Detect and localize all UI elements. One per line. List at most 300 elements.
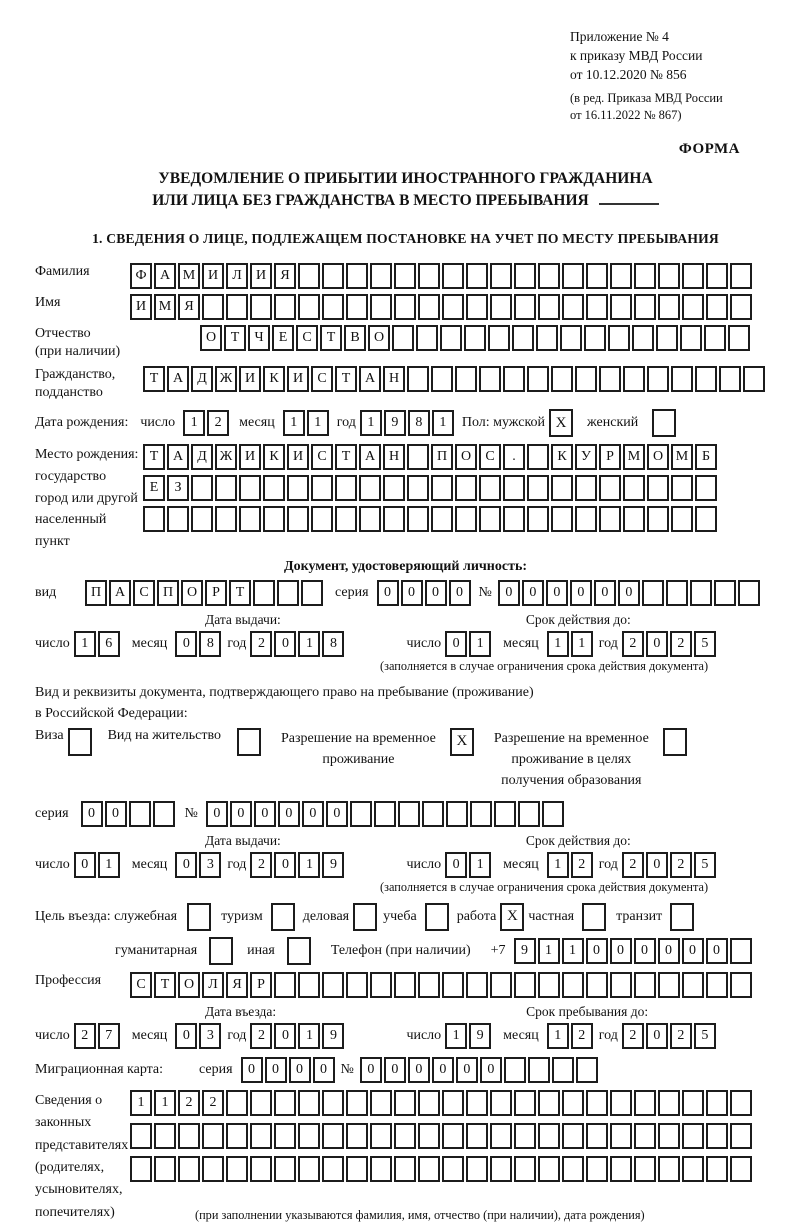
char-cell[interactable] — [418, 263, 440, 289]
char-cell[interactable] — [311, 506, 333, 532]
char-cell[interactable] — [440, 325, 462, 351]
char-cell[interactable] — [335, 506, 357, 532]
char-cell[interactable]: 0 — [230, 801, 252, 827]
char-cell[interactable] — [586, 1156, 608, 1182]
char-cell[interactable] — [274, 1156, 296, 1182]
char-cell[interactable] — [528, 1057, 550, 1083]
char-cell[interactable] — [407, 506, 429, 532]
char-cell[interactable]: 0 — [265, 1057, 287, 1083]
char-cell[interactable]: 0 — [432, 1057, 454, 1083]
char-cell[interactable] — [642, 580, 664, 606]
char-cell[interactable] — [551, 366, 573, 392]
char-cell[interactable] — [418, 294, 440, 320]
char-cell[interactable] — [586, 1090, 608, 1116]
char-cell[interactable]: 1 — [74, 631, 96, 657]
char-cell[interactable] — [728, 325, 750, 351]
char-cell[interactable] — [442, 1090, 464, 1116]
char-cell[interactable]: 0 — [456, 1057, 478, 1083]
char-cell[interactable] — [287, 506, 309, 532]
char-cell[interactable]: А — [154, 263, 176, 289]
char-cell[interactable] — [730, 1090, 752, 1116]
char-cell[interactable]: Е — [272, 325, 294, 351]
char-cell[interactable]: 9 — [384, 410, 406, 436]
char-cell[interactable] — [418, 1156, 440, 1182]
char-cell[interactable]: Н — [383, 444, 405, 470]
char-cell[interactable]: 1 — [547, 852, 569, 878]
char-cell[interactable] — [647, 506, 669, 532]
char-cell[interactable] — [370, 1123, 392, 1149]
char-cell[interactable]: И — [239, 444, 261, 470]
char-cell[interactable] — [250, 294, 272, 320]
char-cell[interactable] — [730, 294, 752, 320]
char-cell[interactable]: 1 — [445, 1023, 467, 1049]
char-cell[interactable]: Р — [599, 444, 621, 470]
char-cell[interactable]: 8 — [199, 631, 221, 657]
char-cell[interactable] — [455, 506, 477, 532]
char-cell[interactable]: С — [311, 444, 333, 470]
char-cell[interactable] — [560, 325, 582, 351]
char-cell[interactable] — [370, 1156, 392, 1182]
char-cell[interactable]: 2 — [670, 1023, 692, 1049]
char-cell[interactable]: 0 — [586, 938, 608, 964]
char-cell[interactable]: А — [109, 580, 131, 606]
char-cell[interactable] — [442, 1156, 464, 1182]
char-cell[interactable] — [346, 263, 368, 289]
purpose-humanitarian-checkbox[interactable] — [209, 937, 233, 965]
char-cell[interactable] — [527, 475, 549, 501]
char-cell[interactable]: М — [623, 444, 645, 470]
char-cell[interactable] — [682, 1090, 704, 1116]
char-cell[interactable] — [311, 475, 333, 501]
char-cell[interactable] — [527, 366, 549, 392]
char-cell[interactable] — [623, 475, 645, 501]
char-cell[interactable] — [610, 1123, 632, 1149]
char-cell[interactable] — [239, 506, 261, 532]
char-cell[interactable] — [455, 475, 477, 501]
char-cell[interactable] — [215, 506, 237, 532]
char-cell[interactable]: И — [287, 366, 309, 392]
char-cell[interactable]: Н — [383, 366, 405, 392]
char-cell[interactable]: П — [431, 444, 453, 470]
char-cell[interactable]: 0 — [634, 938, 656, 964]
char-cell[interactable]: 1 — [469, 852, 491, 878]
char-cell[interactable] — [514, 294, 536, 320]
char-cell[interactable] — [263, 475, 285, 501]
char-cell[interactable] — [494, 801, 516, 827]
char-cell[interactable] — [322, 1123, 344, 1149]
char-cell[interactable]: В — [344, 325, 366, 351]
char-cell[interactable] — [538, 1090, 560, 1116]
char-cell[interactable]: Д — [191, 366, 213, 392]
char-cell[interactable]: П — [85, 580, 107, 606]
char-cell[interactable]: 7 — [98, 1023, 120, 1049]
char-cell[interactable] — [658, 294, 680, 320]
char-cell[interactable]: О — [368, 325, 390, 351]
char-cell[interactable]: И — [287, 444, 309, 470]
char-cell[interactable]: 0 — [646, 1023, 668, 1049]
char-cell[interactable]: 0 — [610, 938, 632, 964]
char-cell[interactable] — [695, 506, 717, 532]
char-cell[interactable]: Т — [143, 366, 165, 392]
char-cell[interactable] — [658, 1156, 680, 1182]
char-cell[interactable]: 1 — [298, 852, 320, 878]
char-cell[interactable] — [418, 1090, 440, 1116]
char-cell[interactable]: 0 — [175, 631, 197, 657]
char-cell[interactable] — [695, 366, 717, 392]
char-cell[interactable]: 2 — [178, 1090, 200, 1116]
char-cell[interactable] — [512, 325, 534, 351]
char-cell[interactable]: 2 — [571, 852, 593, 878]
char-cell[interactable]: 2 — [670, 852, 692, 878]
char-cell[interactable]: 1 — [360, 410, 382, 436]
char-cell[interactable] — [202, 294, 224, 320]
char-cell[interactable] — [394, 1156, 416, 1182]
char-cell[interactable] — [394, 1090, 416, 1116]
char-cell[interactable]: 1 — [562, 938, 584, 964]
char-cell[interactable] — [431, 475, 453, 501]
char-cell[interactable] — [322, 972, 344, 998]
char-cell[interactable] — [277, 580, 299, 606]
char-cell[interactable]: С — [296, 325, 318, 351]
char-cell[interactable] — [562, 294, 584, 320]
char-cell[interactable]: 0 — [682, 938, 704, 964]
char-cell[interactable] — [466, 972, 488, 998]
char-cell[interactable] — [562, 1156, 584, 1182]
char-cell[interactable] — [455, 366, 477, 392]
char-cell[interactable]: И — [250, 263, 272, 289]
char-cell[interactable]: У — [575, 444, 597, 470]
char-cell[interactable] — [599, 366, 621, 392]
char-cell[interactable] — [298, 1123, 320, 1149]
char-cell[interactable] — [374, 801, 396, 827]
char-cell[interactable] — [671, 366, 693, 392]
char-cell[interactable] — [322, 1156, 344, 1182]
char-cell[interactable]: 9 — [322, 1023, 344, 1049]
char-cell[interactable] — [479, 366, 501, 392]
char-cell[interactable]: Т — [335, 444, 357, 470]
char-cell[interactable] — [647, 366, 669, 392]
char-cell[interactable]: Я — [226, 972, 248, 998]
char-cell[interactable] — [514, 1090, 536, 1116]
char-cell[interactable] — [536, 325, 558, 351]
char-cell[interactable]: 2 — [207, 410, 229, 436]
char-cell[interactable]: 3 — [199, 1023, 221, 1049]
char-cell[interactable] — [287, 475, 309, 501]
char-cell[interactable] — [202, 1156, 224, 1182]
char-cell[interactable] — [130, 1123, 152, 1149]
char-cell[interactable] — [527, 444, 549, 470]
char-cell[interactable]: 1 — [98, 852, 120, 878]
char-cell[interactable] — [514, 1123, 536, 1149]
char-cell[interactable] — [335, 475, 357, 501]
char-cell[interactable]: С — [133, 580, 155, 606]
char-cell[interactable] — [191, 475, 213, 501]
char-cell[interactable]: И — [202, 263, 224, 289]
residence-permit-checkbox[interactable] — [237, 728, 261, 756]
char-cell[interactable] — [226, 294, 248, 320]
char-cell[interactable] — [538, 1123, 560, 1149]
char-cell[interactable] — [370, 294, 392, 320]
char-cell[interactable]: О — [181, 580, 203, 606]
char-cell[interactable] — [599, 506, 621, 532]
char-cell[interactable]: 6 — [98, 631, 120, 657]
char-cell[interactable] — [394, 263, 416, 289]
char-cell[interactable] — [298, 294, 320, 320]
char-cell[interactable] — [442, 972, 464, 998]
char-cell[interactable]: 0 — [241, 1057, 263, 1083]
char-cell[interactable] — [442, 263, 464, 289]
char-cell[interactable] — [706, 263, 728, 289]
char-cell[interactable]: О — [178, 972, 200, 998]
char-cell[interactable]: Т — [335, 366, 357, 392]
char-cell[interactable] — [322, 294, 344, 320]
char-cell[interactable]: 2 — [74, 1023, 96, 1049]
char-cell[interactable] — [632, 325, 654, 351]
char-cell[interactable] — [274, 972, 296, 998]
char-cell[interactable]: Д — [191, 444, 213, 470]
char-cell[interactable] — [359, 475, 381, 501]
char-cell[interactable] — [656, 325, 678, 351]
char-cell[interactable] — [407, 475, 429, 501]
char-cell[interactable] — [263, 506, 285, 532]
char-cell[interactable]: 8 — [408, 410, 430, 436]
char-cell[interactable] — [514, 263, 536, 289]
char-cell[interactable]: 1 — [571, 631, 593, 657]
temp-residence-checkbox[interactable]: X — [450, 728, 474, 756]
char-cell[interactable] — [418, 1123, 440, 1149]
char-cell[interactable] — [466, 294, 488, 320]
char-cell[interactable] — [671, 475, 693, 501]
char-cell[interactable] — [610, 263, 632, 289]
char-cell[interactable]: А — [167, 444, 189, 470]
char-cell[interactable]: 2 — [670, 631, 692, 657]
temp-education-checkbox[interactable] — [663, 728, 687, 756]
char-cell[interactable] — [488, 325, 510, 351]
purpose-transit-checkbox[interactable] — [670, 903, 694, 931]
char-cell[interactable]: Т — [320, 325, 342, 351]
purpose-study-checkbox[interactable] — [425, 903, 449, 931]
char-cell[interactable]: 2 — [622, 852, 644, 878]
char-cell[interactable] — [215, 475, 237, 501]
char-cell[interactable] — [738, 580, 760, 606]
char-cell[interactable] — [322, 1090, 344, 1116]
char-cell[interactable]: 9 — [514, 938, 536, 964]
char-cell[interactable] — [466, 1123, 488, 1149]
char-cell[interactable] — [394, 1123, 416, 1149]
char-cell[interactable]: Я — [274, 263, 296, 289]
char-cell[interactable] — [706, 1156, 728, 1182]
char-cell[interactable]: 0 — [278, 801, 300, 827]
char-cell[interactable]: 0 — [81, 801, 103, 827]
char-cell[interactable]: 0 — [408, 1057, 430, 1083]
char-cell[interactable] — [394, 294, 416, 320]
char-cell[interactable]: 1 — [547, 1023, 569, 1049]
char-cell[interactable] — [695, 475, 717, 501]
char-cell[interactable] — [346, 1123, 368, 1149]
char-cell[interactable] — [466, 1090, 488, 1116]
char-cell[interactable] — [682, 263, 704, 289]
char-cell[interactable] — [431, 366, 453, 392]
char-cell[interactable] — [226, 1123, 248, 1149]
char-cell[interactable]: И — [130, 294, 152, 320]
char-cell[interactable] — [202, 1123, 224, 1149]
char-cell[interactable] — [274, 294, 296, 320]
char-cell[interactable] — [743, 366, 765, 392]
char-cell[interactable]: 5 — [694, 852, 716, 878]
char-cell[interactable] — [682, 1123, 704, 1149]
char-cell[interactable]: 0 — [360, 1057, 382, 1083]
char-cell[interactable] — [586, 294, 608, 320]
char-cell[interactable] — [706, 1090, 728, 1116]
char-cell[interactable]: 1 — [183, 410, 205, 436]
char-cell[interactable] — [383, 506, 405, 532]
char-cell[interactable]: А — [167, 366, 189, 392]
char-cell[interactable]: 0 — [445, 852, 467, 878]
char-cell[interactable]: 0 — [384, 1057, 406, 1083]
char-cell[interactable]: 2 — [622, 631, 644, 657]
purpose-tourism-checkbox[interactable] — [271, 903, 295, 931]
char-cell[interactable] — [575, 506, 597, 532]
char-cell[interactable] — [301, 580, 323, 606]
char-cell[interactable]: 2 — [250, 852, 272, 878]
char-cell[interactable]: 9 — [322, 852, 344, 878]
char-cell[interactable] — [586, 972, 608, 998]
char-cell[interactable] — [130, 1156, 152, 1182]
char-cell[interactable]: 0 — [594, 580, 616, 606]
char-cell[interactable]: А — [359, 444, 381, 470]
char-cell[interactable]: Т — [224, 325, 246, 351]
purpose-official-checkbox[interactable] — [187, 903, 211, 931]
char-cell[interactable]: Р — [205, 580, 227, 606]
char-cell[interactable] — [346, 1090, 368, 1116]
char-cell[interactable] — [370, 972, 392, 998]
char-cell[interactable]: 1 — [154, 1090, 176, 1116]
char-cell[interactable] — [346, 972, 368, 998]
char-cell[interactable]: Т — [143, 444, 165, 470]
char-cell[interactable]: З — [167, 475, 189, 501]
char-cell[interactable]: С — [130, 972, 152, 998]
char-cell[interactable] — [490, 972, 512, 998]
char-cell[interactable] — [346, 294, 368, 320]
char-cell[interactable]: 1 — [298, 631, 320, 657]
char-cell[interactable] — [442, 294, 464, 320]
char-cell[interactable]: 2 — [202, 1090, 224, 1116]
char-cell[interactable]: 1 — [432, 410, 454, 436]
char-cell[interactable] — [658, 1090, 680, 1116]
char-cell[interactable] — [514, 972, 536, 998]
char-cell[interactable] — [398, 801, 420, 827]
char-cell[interactable] — [647, 475, 669, 501]
char-cell[interactable] — [407, 444, 429, 470]
char-cell[interactable]: 0 — [274, 1023, 296, 1049]
char-cell[interactable] — [682, 294, 704, 320]
char-cell[interactable] — [370, 1090, 392, 1116]
char-cell[interactable] — [431, 506, 453, 532]
char-cell[interactable] — [730, 972, 752, 998]
char-cell[interactable]: . — [503, 444, 525, 470]
char-cell[interactable]: 8 — [322, 631, 344, 657]
char-cell[interactable] — [704, 325, 726, 351]
char-cell[interactable] — [666, 580, 688, 606]
char-cell[interactable]: 5 — [694, 631, 716, 657]
char-cell[interactable] — [470, 801, 492, 827]
char-cell[interactable]: О — [200, 325, 222, 351]
char-cell[interactable] — [503, 366, 525, 392]
char-cell[interactable] — [682, 1156, 704, 1182]
char-cell[interactable] — [226, 1156, 248, 1182]
char-cell[interactable] — [562, 1090, 584, 1116]
char-cell[interactable] — [634, 1123, 656, 1149]
char-cell[interactable] — [464, 325, 486, 351]
char-cell[interactable] — [730, 263, 752, 289]
sex-female-checkbox[interactable] — [652, 409, 676, 437]
char-cell[interactable] — [542, 801, 564, 827]
char-cell[interactable] — [575, 475, 597, 501]
char-cell[interactable]: 1 — [547, 631, 569, 657]
char-cell[interactable] — [274, 1123, 296, 1149]
char-cell[interactable]: П — [157, 580, 179, 606]
char-cell[interactable] — [490, 1123, 512, 1149]
char-cell[interactable] — [466, 1156, 488, 1182]
char-cell[interactable] — [584, 325, 606, 351]
char-cell[interactable] — [634, 1156, 656, 1182]
char-cell[interactable]: Б — [695, 444, 717, 470]
purpose-business-checkbox[interactable] — [353, 903, 377, 931]
char-cell[interactable] — [370, 263, 392, 289]
char-cell[interactable]: Ж — [215, 366, 237, 392]
char-cell[interactable]: С — [479, 444, 501, 470]
char-cell[interactable] — [479, 475, 501, 501]
char-cell[interactable]: О — [455, 444, 477, 470]
char-cell[interactable] — [586, 263, 608, 289]
char-cell[interactable]: 0 — [302, 801, 324, 827]
char-cell[interactable]: А — [359, 366, 381, 392]
char-cell[interactable] — [610, 972, 632, 998]
char-cell[interactable] — [634, 972, 656, 998]
char-cell[interactable] — [154, 1123, 176, 1149]
char-cell[interactable]: Ж — [215, 444, 237, 470]
char-cell[interactable] — [490, 263, 512, 289]
char-cell[interactable]: 0 — [425, 580, 447, 606]
char-cell[interactable]: 0 — [175, 1023, 197, 1049]
char-cell[interactable] — [490, 1090, 512, 1116]
char-cell[interactable] — [253, 580, 275, 606]
char-cell[interactable]: 2 — [622, 1023, 644, 1049]
char-cell[interactable]: 0 — [377, 580, 399, 606]
char-cell[interactable]: 0 — [175, 852, 197, 878]
char-cell[interactable] — [503, 475, 525, 501]
char-cell[interactable]: 0 — [274, 852, 296, 878]
char-cell[interactable] — [719, 366, 741, 392]
char-cell[interactable] — [610, 294, 632, 320]
char-cell[interactable] — [191, 506, 213, 532]
char-cell[interactable] — [129, 801, 151, 827]
char-cell[interactable] — [680, 325, 702, 351]
char-cell[interactable]: 1 — [283, 410, 305, 436]
purpose-work-checkbox[interactable]: X — [500, 903, 524, 931]
char-cell[interactable] — [167, 506, 189, 532]
char-cell[interactable] — [322, 263, 344, 289]
char-cell[interactable] — [608, 325, 630, 351]
char-cell[interactable]: 1 — [469, 631, 491, 657]
sex-male-checkbox[interactable]: X — [549, 409, 573, 437]
char-cell[interactable]: 0 — [445, 631, 467, 657]
char-cell[interactable] — [416, 325, 438, 351]
char-cell[interactable]: 0 — [658, 938, 680, 964]
char-cell[interactable]: М — [671, 444, 693, 470]
char-cell[interactable] — [575, 366, 597, 392]
char-cell[interactable]: И — [239, 366, 261, 392]
